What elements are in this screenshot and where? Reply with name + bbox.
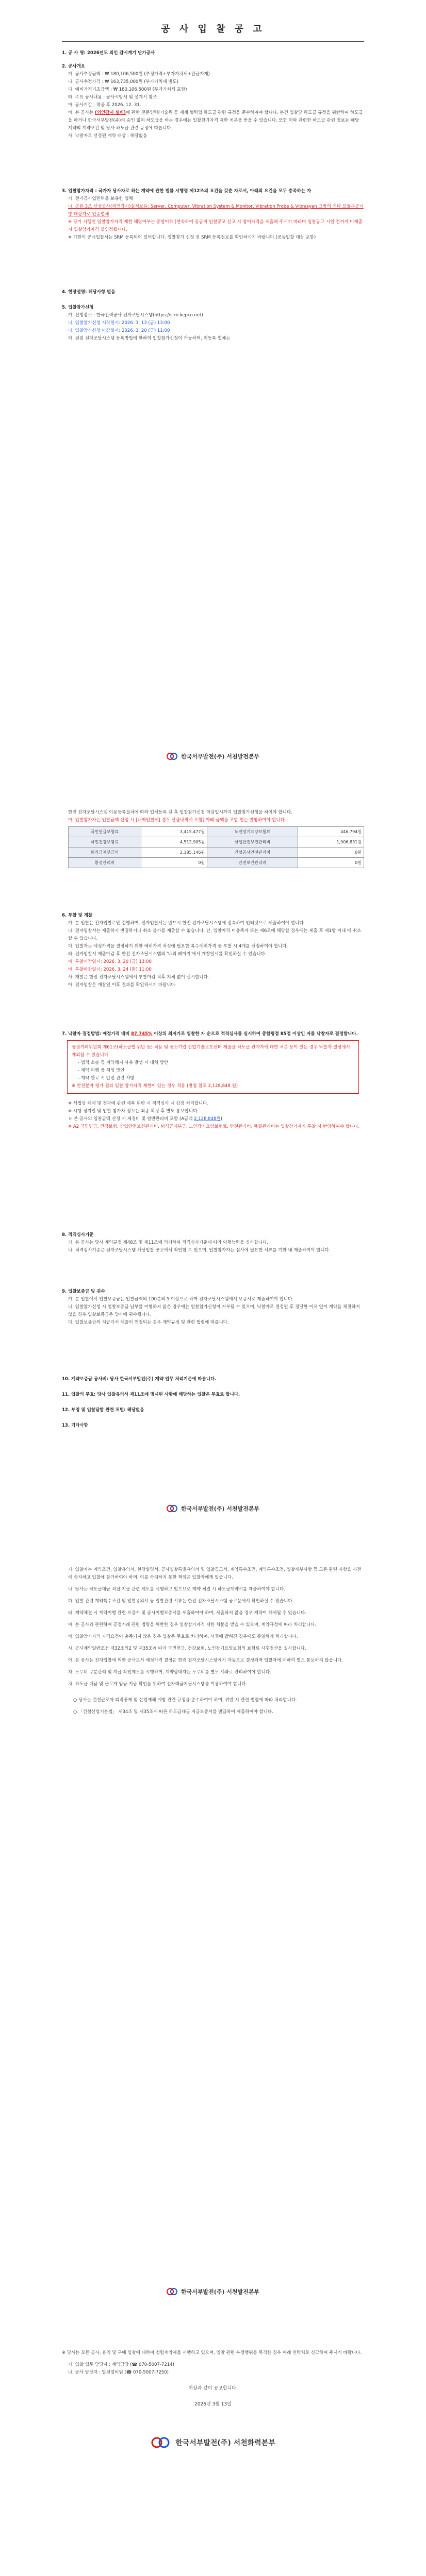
sec2-item-4: 라. 주요 공사내용 : 공사시방서 및 설계서 참조: [68, 95, 157, 100]
closing-statement: 이상과 같이 공고합니다.: [188, 2386, 238, 2391]
signature-block: [47, 2437, 379, 2450]
sec2-item-1: 가. 공사추정금액 : ₩ 180,106,500원 (추정가격+부가가치세+관급자재): [68, 72, 210, 77]
section-4: 4. 현장설명: 해당사항 없음: [62, 290, 116, 295]
closing-section: ※ 당사는 모든 공사, 용역 및 구매 입찰에 대하여 청렴계약제를 시행하고 있으며, 입찰 관련 부정행위를 목격한 경우 아래 연락처로 신고하여 주시기 바랍니다. 가. 입찰 업무 담당자 : 계약담당 (☎ 070-5007-7214) 나. 공사 담당자 : 발전설비팀 (☎ 070-5007-7250) 이상과 같이 공고합니다. 2026년 3월 13일: [62, 2349, 364, 2409]
table-row: 국민연금보험료 3,415,477원 노인장기요양보험료 446,794원: [69, 827, 364, 837]
sheet-3: [47, 1535, 379, 2303]
company-logo-icon: [167, 753, 178, 760]
section-2: 2. 공사개요 가. 공사추정금액 : ₩ 180,106,500원 (추정가격+부가가치세+관급자재) 나. 공사추정가격 : ₩ 163,735,000원 (부가가치세 별도) 다. 예비가격기초금액 : ₩ 180,106,500원 (부가가치세 포함) 라. 주요 공사내용 : 공사시방서 및 설계서 참조 마. 공사기간 : 착공 후 2026. 12. 31. 바. 본 공사는 (외인감시 설비)에 관한 전문인력(기술원 등 제재 협력업 하도급 관련 규정을 준수하여야 합니다. 본건 입찰당 하도급 규정을 위반하여 하도급을 하거나 한국서부발전(주)의 승인 없이 하도급을 하는 경우에는 입찰참가자격 제한 처분을 받을 수 있습니다. 또한 이와 관련한 하도급 관련 정보는 해당 계약의 계약조건 및 당사 하도급 관련 규정에 따릅니다. 사. 낙찰자로 선정된 계약 대상 : 해당없음: [62, 63, 364, 140]
sec2-item-2: 나. 공사추정가격 : ₩ 163,735,000원 (부가가치세 별도): [68, 79, 179, 84]
company-logo-icon: [151, 2437, 171, 2448]
section-13: 가. 입찰자는 계약조건, 입찰유의서, 현장설명서, 공사입찰특별유의서 및 입찰공고서, 계약특수조건, 계약특수조건, 입찰세부사항 등 모든 관련 사항을 사전에 숙지하고 입찰에 참가하여야 하며, 이를 숙지하지 못한 책임은 입찰자에게 있습니다. 나. 당사는 하도급대금 직접 지급 관련 제도를 시행하고 있으므로 계약 체결 시 하도급계약서를 제출하여야 합니다. 다. 입찰 관련 계약특수조건 및 입찰유의서 등 입찰관련 서류는 한전 전자조달시스템 공고문에서 확인하실 수 있습니다. 라. 계약체결 시 계약이행 관련 보증서 및 공사이행보증서를 제출하여야 하며, 제출하지 않을 경우 계약이 해제될 수 있습니다. 마. 본 공사와 관련하여 공정거래 관련 법령을 위반한 경우 입찰참가자격 제한 처분을 받을 수 있으며, 계약규정에 따라 처리합니다. 바. 입찰참가자의 자격요건이 충족되지 않은 경우 입찰은 무효로 처리하며, 사후에 밝혀진 경우에도 동일하게 처리합니다. 사. 공사계약일반조건 제32조의2 및 제35조에 따라 국민연금, 건강보험, 노인장기요양보험의 보험료 사후정산을 실시합니다. 아. 본 공사는 전자입찰에 의한 공사로서 예정가격 결정은 한전 전자조달시스템에서 자동으로 결정되며 입찰자에 대하여 별도 통보하지 않습니다. 자. 노무비 구분관리 및 지급 확인제도를 시행하며, 계약상대자는 노무비를 별도 계좌로 관리하여야 합니다. 차. 하도급 대금 및 근로자 임금 지급 확인을 위하여 전자대금지급시스템을 이용하여야 합니다. ○ 당사는 건설근로자 퇴직공제 및 산업재해 예방 관련 규정을 준수하여야 하며, 위반 시 관련 법령에 따라 처리합니다. ○ 「건설산업기본법」 제34조 및 제35조에 따른 하도급대금 지급보증서를 발급하여 제출하여야 합니다.: [68, 1567, 362, 1715]
section-10: 10. 계약보증금 공사비: 당사 한국서부발전(주) 계약 업무 처리기준에 따릅니다.: [62, 1377, 217, 1382]
company-logo-icon: [167, 1505, 178, 1512]
sec2-note2: 사. 낙찰자로 선정된 계약 대상 : 해당없음: [68, 133, 148, 139]
section-11: 11. 입찰의 무효: 당사 입찰유의서 제11조에 명시된 사항에 해당하는 입찰은 무효로 합니다.: [62, 1392, 240, 1397]
table-row: 환경관리비 0원 안전보건관리비 0원: [69, 858, 364, 868]
sheet-2: [47, 778, 379, 1520]
table-row: 국민건강보험료 4,512,905원 산업안전보건관리비 1,906,831원: [69, 837, 364, 848]
section-1: 1. 공 사 명: 2026년도 외인 감시계기 단가공사: [62, 50, 155, 56]
company-name: 한국서부발전(주) 서천화력본부: [175, 2439, 275, 2447]
title-divider: [62, 41, 364, 42]
sheet-4: [47, 2318, 379, 2576]
notice-date: 2026년 3월 13일: [194, 2402, 232, 2407]
section-9: 9. 입찰보증금 및 귀속 가. 본 입찰에서 입찰보증금은 입찰금액의 100분의 5 이상으로 하며 전자조달시스템에서 보증서로 제출하여야 합니다. 나. 입찰참가신청 시 입찰보증금 납부를 이행하지 않은 경우에는 입찰참가신청이 거부될 수 있으며, 낙찰자로 결정된 후 정당한 이유 없이 계약을 체결하지 않을 경우 입찰보증금은 당사에 귀속됩니다. 다. 입찰보증금의 지급각서 제출이 인정되는 경우 계약규정 및 관련 법령에 따릅니다.: [62, 1289, 360, 1325]
footer: 한국서부발전(주) 서천발전본부: [47, 2287, 379, 2297]
section-6: 6. 투찰 및 개찰 가. 본 입찰은 전자입찰로만 집행하며, 전자입찰서는 반드시 한전 전자조달시스템에 접속하여 인터넷으로 제출하여야 합니다. 나. 전자입찰서는 제출하시 변경하거나 취소 불가를 제출할 수 없습니다. 단, 입찰자격 미충족자 또는 제6조에 해당할 경우에는 제출 후 제1항 이내 에 취소할 수 있습니다. 다. 입찰자는 예정가격을 결정하기 위한 예비가격 작성에 필요한 복수예비가격 중 투찰 시 4개를 선정하여야 합니다. 라. 전자입찰서 제출마감 후 한전 전자조달시스템의 '나의 페이지'에서 개찰일시를 확인하실 수 있습니다. 마. 투찰시작일시: 2026. 3. 20 (금) 13:00 바. 투찰마감일시: 2026. 3. 24 (화) 11:00 사. 개찰은 한전 전자조달시스템에서 투찰마감 직후 지체 없이 실시합니다. 아. 전자입찰은 개찰일 이후 결과를 확인하시기 바랍니다.: [62, 913, 362, 988]
notice-box: 공정거래위원회 제61조(하도급법 위반 등) 적용 및 중소기업 산업기술보호센터 제출을 하도급 관계자에 대한 처분 등이 있는 경우 낙찰자 결정에서 제외될 수 있습니다. - 법적 소송 등 계약해지 사유 발생 시 대처 방안 - 계약 이행 중 책임 방안 - 계약 완료 시 안전 관련 사항 ※ 안전분야 평가 결과 입찰 참가자격 제한이 있는 경우 적용 (별첨 참조 2,128,848 원): [67, 1040, 359, 1094]
footer: 한국서부발전(주) 서천발전본부: [47, 1504, 379, 1514]
footer: 한국서부발전(주) 서천발전본부: [47, 752, 379, 761]
section-3: 3. 입찰참가자격 : 국가자 당사자로 하는 계약에 관한 법률 시행령 제12조의 요건을 갖춘 자로서, 아래의 요건을 모두 충족하는 자 가. 전기공사업면허를 보유한 업체 나. 공본 3즈 신성공사(외인감시)실적보유: Server, Computer, Vibration System & Monitor, Vibration Probe & Vibrasyan 그밖의 기타 모듈구공시항 대상자로 인증업체 ※ 당기 시행인 입찰참가자격 제한 해당여부는 종합이하 (연속하여 공급이 입찰공고 신고 시 참여자격을 제출해 주시기 바라며 입찰공고 시일 전까지 미제출 시 입찰참가자격 불인정됩니다. ※ 가한이 공시입찰서는 SRM 등록되어 있어합니다. 입찰참가 신청 전 SRM 등록정보를 확인하시기 바랍니다.(공동입찰 대상 포함): [62, 189, 364, 240]
section-12: 12. 부정 및 입찰담합 관련 처벌: 해당없음: [62, 1408, 144, 1413]
section-13-head: 13. 기타사항: [62, 1423, 88, 1428]
table-row: 퇴직금재부금비 2,185,146원 건설공사안전관리비 0원: [69, 848, 364, 858]
section-5-cont: 한전 전자조달시스템 이용등록절차에 따라 업체등록 된 후 입찰참가신청 마감일시까지 입찰참가신청을 하여야 합니다. 마. 입찰참가자는 입찰금액 산정 시 [내역입찰제] 경우 산출내역서 포함] 아래 금액을 포함 입는 반영하여야 합니다. 국민연금보험료 3,415,477원 노인장기요양보험료 446,794원 국민건강보험료 4,512,905원 산업안전보건관리비 1,906,831원 퇴직금재부금비 2,185,146원 건설공사안전관리비 0원 환경관리비 0원 안전보건관리비 0원: [62, 809, 364, 870]
sec2-note: 바. 본 공사는 (외인감시 설비)에 관한 전문인력(기술원 등 제재 협력업 하도급 관련 규정을 준수하여야 합니다. 본건 입찰당 하도급 규정을 위반하여 하도급을 하거나 한국서부발전(주)의 승인 없이 하도급을 하는 경우에는 입찰참가자격 제한 처분을 받을 수 있습니다. 또한 이와 관련한 하도급 관련 정보는 해당 계약의 계약조건 및 당사 하도급 관련 규정에 따릅니다.: [68, 110, 363, 131]
sec2-item-3: 다. 예비가격기초금액 : ₩ 180,106,500원 (부가가치세 포함): [68, 87, 187, 92]
company-logo-icon: [167, 2288, 178, 2295]
section-7: 7. 낙찰자 결정방법: 예정가격 대비 87.745% 이상의 최저가로 입찰한 자 순으로 적격심사를 실시하여 종합평점 85점 이상인 자를 낙찰자로 결정합니다. 공정거래위원회 제61조(하도급법 위반 등) 적용 및 중소기업 산업기술보호센터 제출을 하도급 관계자에 대한 처분 등이 있는 경우 낙찰자 결정에서 제외될 수 있습니다. - 법적 소송 등 계약해지 사유 발생 시 대처 방안 - 계약 이행 중 책임 방안 - 계약 완료 시 안전 관련 사항 ※ 안전분야 평가 결과 입찰 참가자격 제한이 있는 경우 적용 (별첨 참조 2,128,848 원) ※ 세법상 체제 및 청과에 관련 세목 위반 시 적격심사 시 감점 처리합니다. ※ 시행 정지일 및 입찰 참가자 정보는 최종 확정 후 별도 통보합니다. ㅇ 본 공사의 입찰금액 산정 시 제경비 및 일반관리비 포함 (A금액 2,128,848원) ※ A2 국민연금, 건강보험, 산업안전보건관리비, 퇴직공제부금, 노인장기요양보험료, 안전관리비, 품질관리비는 입찰참가자가 투찰 시 반영하여야 합니다.: [62, 1031, 360, 1129]
section-8: 8. 적격심사기준 가. 본 공사는 당사 계약규정 제48조 및 제11조에 의거하여 적격심사기준에 따라 이행능력을 심사합니다. 나. 적격심사기준은 전자조달시스템 해당입찰 공고에서 확인할 수 있으며, 입찰참가자는 심사에 필요한 서류를 기한 내 제출하여야 합니다.: [62, 1232, 331, 1253]
sheet-1: [47, 0, 379, 768]
page-title: 공 사 입 찰 공 고: [161, 24, 265, 35]
sec2-item-5: 마. 공사기간 : 착공 후 2026. 12. 31.: [68, 103, 141, 108]
section-5: 5. 입찰참가신청 가. 신청장소 : 한국전력공사 전자조달시스템(https://srm.kepco.net) 나. 입찰참가신청 시작일시: 2026. 3. 13 (금) 13:00 다. 입찰참가신청 마감일시: 2026. 3. 20 (금) 11:00 라. 전원 전자조달시스템 등록방법에 한하여 입찰참가신청이 가능하며, 미등록 업체는: [62, 305, 231, 341]
insurance-table: [68, 826, 364, 868]
